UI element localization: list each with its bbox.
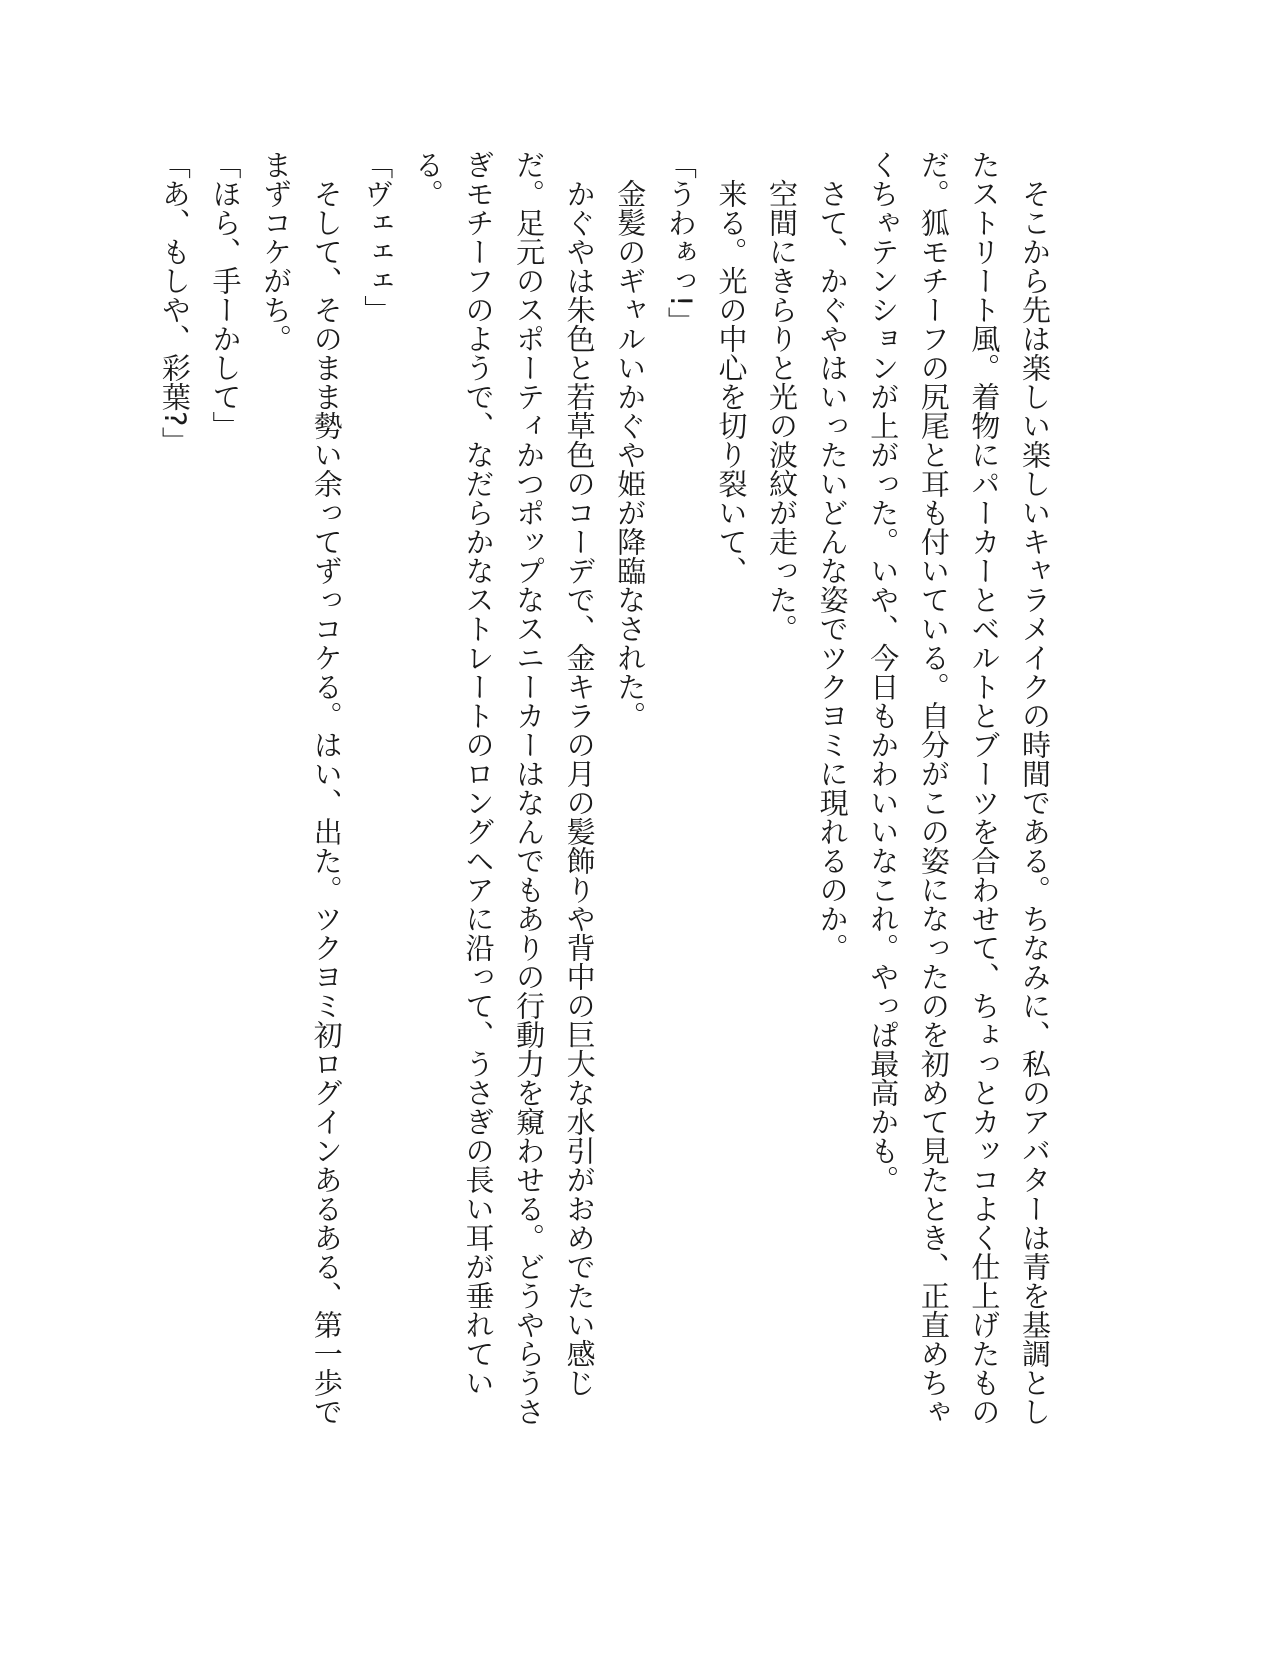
text-column: 空間にきらりと光の波紋が走った。 [765, 179, 800, 643]
text-column: ぎモチーフのようで、なだらかなストレートのロングヘアに沿って、うさぎの長い耳が垂れてい [461, 150, 496, 1397]
text-column: そして、そのまま勢い余ってずっコケる。はい、出た。ツクヨミ初ログインあるある、第一歩で [309, 179, 344, 1426]
text-column: 「うわぁっ!」 [663, 150, 698, 336]
text-column: る。 [410, 150, 445, 208]
text-column: くちゃテンションが上がった。いや、今日もかわいいなこれ。やっぱ最高かも。 [866, 150, 901, 1194]
text-column: そこから先は楽しい楽しいキャラメイクの時間である。ちなみに、私のアバターは青を基調とし [1018, 179, 1052, 1426]
text-column: まずコケがち。 [259, 150, 294, 353]
text-column: かぐやは朱色と若草色のコーデで、金キラの月の髪飾りや背中の巨大な水引がおめでたい感じ [562, 179, 597, 1397]
text-column: 「ほら、手ーかして」 [208, 150, 243, 440]
text-column: 来る。光の中心を切り裂いて、 [714, 179, 749, 585]
text-column: たストリート風。着物にパーカーとベルトとブーツを合わせて、ちょっとカッコよく仕上げたもの [967, 150, 1002, 1426]
text-column: 「あ、もしや、彩葉?」 [157, 150, 192, 456]
vertical-text-page [149, 150, 1060, 1470]
text-column: さて、かぐやはいったいどんな姿でツクヨミに現れるのか。 [815, 179, 850, 962]
text-column: だ。足元のスポーティかつポップなスニーカーはなんでもありの行動力を窺わせる。どうやらうさ [512, 150, 547, 1426]
text-column: だ。狐モチーフの尻尾と耳も付いている。自分がこの姿になったのを初めて見たとき、正直めちゃ [916, 150, 951, 1426]
text-column: 「ヴェェェ」 [360, 150, 395, 324]
text-column: 金髪のギャルいかぐや姫が降臨なされた。 [613, 179, 648, 730]
